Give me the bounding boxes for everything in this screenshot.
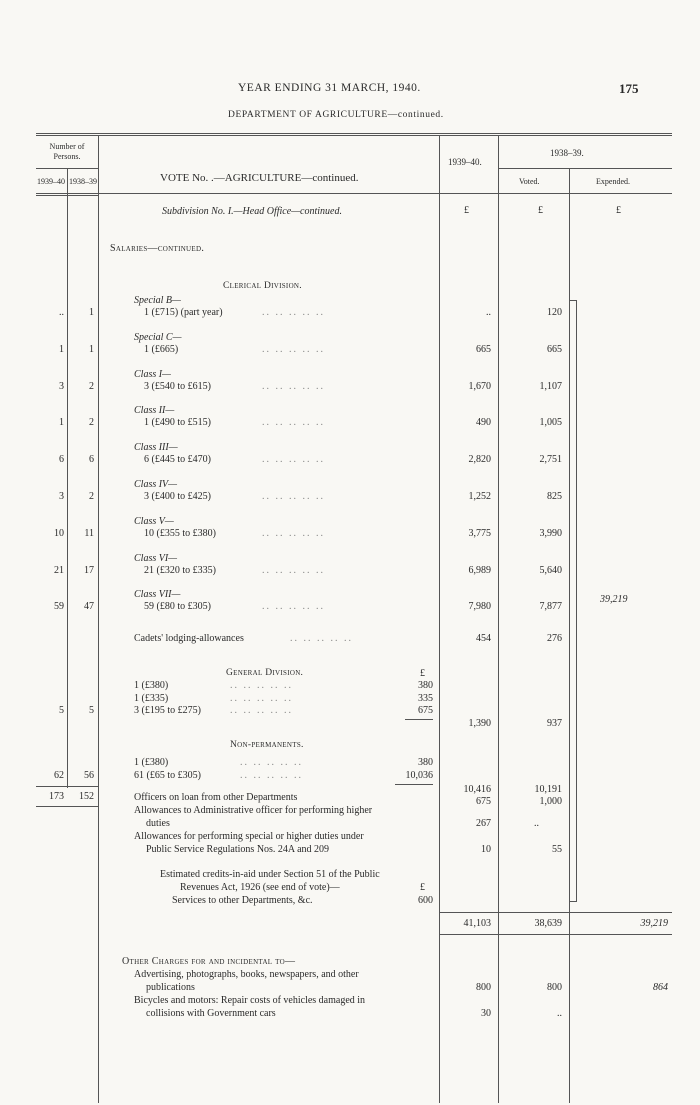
non-perm-row-leader: .. .. .. .. .. [240, 769, 303, 781]
clerical-class-desc: 3 (£400 to £425) [144, 491, 211, 502]
table-head-rule [36, 193, 672, 194]
clerical-class-desc: 3 (£540 to £615) [144, 381, 211, 392]
officers-loan-voted: 1,000 [539, 796, 562, 807]
bicycles-voted: .. [557, 1008, 562, 1019]
general-row-leader: .. .. .. .. .. [230, 680, 293, 691]
clerical-persons-1939-40: 3 [59, 381, 64, 392]
clerical-voted: 1,107 [539, 381, 562, 392]
clerical-persons-1938-39: 11 [84, 528, 94, 539]
clerical-leader: .. .. .. .. .. [262, 491, 325, 502]
credits-line3: Services to other Departments, &c. [172, 895, 313, 906]
credits-pound-sign: £ [420, 882, 425, 893]
estimate-right-rule [498, 135, 499, 1103]
non-perm-persons-1939-40: 62 [54, 770, 64, 781]
general-row-leader: .. .. .. .. .. [230, 692, 293, 704]
advertising-expended: 864 [653, 982, 668, 993]
clerical-leader: .. .. .. .. .. [262, 528, 325, 539]
general-row-desc: 1 (£380) [134, 680, 169, 691]
cadets-leader: .. .. .. .. .. [290, 633, 353, 644]
allow-admin-line1: Allowances to Administrative officer for performing higher [134, 805, 373, 816]
persons-divider [67, 168, 68, 788]
clerical-class-desc: 1 (£490 to £515) [144, 417, 211, 428]
clerical-persons-1939-40: 10 [54, 528, 64, 539]
persons-right-rule [98, 135, 99, 1103]
grand-total-top-rule [439, 912, 672, 913]
clerical-voted: 5,640 [539, 565, 562, 576]
clerical-voted: 825 [547, 491, 562, 502]
non-perm-row-desc: 1 (£380) [134, 757, 169, 768]
general-sum-rule [405, 719, 433, 720]
subdivision-heading: Subdivision No. I.—Head Office—continued. [162, 206, 342, 217]
officers-loan-estimate: 675 [476, 796, 491, 807]
advertising-estimate: 800 [476, 982, 491, 993]
clerical-persons-1938-39: 1 [89, 344, 94, 355]
clerical-voted: 1,005 [539, 417, 562, 428]
clerical-estimate: 490 [476, 417, 491, 428]
clerical-voted: 2,751 [539, 454, 562, 465]
non-permanents-heading: Non-permanents. [230, 740, 304, 750]
credits-line1: Estimated credits-in-aid under Section 51 of the Public [160, 869, 380, 880]
general-division-heading: General Division. [226, 668, 304, 678]
general-row-amount: 335 [418, 692, 433, 704]
clerical-class-desc: 1 (£715) (part year) [144, 307, 223, 318]
clerical-estimate: 7,980 [468, 601, 491, 612]
clerical-class-desc: 59 (£80 to £305) [144, 601, 211, 612]
non-perm-row-desc: 61 (£65 to £305) [134, 769, 201, 781]
cadets-estimate: 454 [476, 633, 491, 644]
clerical-leader: .. .. .. .. .. [262, 344, 325, 355]
general-pound-sign: £ [420, 668, 425, 679]
general-persons-1939-40: 5 [59, 705, 64, 716]
clerical-voted: 120 [547, 307, 562, 318]
expended-salaries-total: 39,219 [600, 594, 628, 605]
col-voted: Voted. [519, 177, 540, 186]
allow-special-estimate: 10 [481, 844, 491, 855]
page-number: 175 [619, 81, 639, 96]
cadets-label: Cadets' lodging-allowances [134, 633, 244, 644]
non-perm-sum-rule [395, 784, 433, 785]
general-row-desc: 1 (£335) [134, 692, 169, 704]
clerical-persons-1939-40: 21 [54, 565, 64, 576]
clerical-class-desc: 1 (£665) [144, 344, 179, 355]
clerical-class-desc: 10 (£355 to £380) [144, 528, 216, 539]
clerical-class-label: Special C— [134, 332, 182, 343]
clerical-estimate: .. [486, 307, 491, 318]
general-row-desc: 3 (£195 to £275) [134, 705, 201, 716]
clerical-persons-1939-40: .. [59, 307, 64, 318]
total-persons-1939-40: 173 [49, 791, 64, 802]
clerical-estimate: 1,670 [468, 381, 491, 392]
clerical-voted: 7,877 [539, 601, 562, 612]
col-persons-1939-40: 1939–40 [37, 177, 65, 186]
clerical-persons-1939-40: 6 [59, 454, 64, 465]
clerical-leader: .. .. .. .. .. [262, 381, 325, 392]
clerical-class-label: Class I— [134, 369, 171, 380]
clerical-persons-1939-40: 1 [59, 417, 64, 428]
estimate-left-rule [439, 135, 440, 1103]
col-1938-39: 1938–39. [550, 148, 584, 158]
non-perm-row-amount: 380 [418, 757, 433, 768]
non-perm-total-estimate: 10,416 [463, 784, 491, 795]
clerical-estimate: 1,252 [468, 491, 491, 502]
cadets-voted: 276 [547, 633, 562, 644]
advertising-line1: Advertising, photographs, books, newspapers, and other [134, 969, 359, 980]
page-header-title: YEAR ENDING 31 MARCH, 1940. [238, 82, 421, 94]
advertising-line2: publications [146, 982, 195, 993]
allow-admin-estimate: 267 [476, 818, 491, 829]
advertising-voted: 800 [547, 982, 562, 993]
credits-line2: Revenues Act, 1926 (see end of vote)— [180, 882, 340, 893]
general-total-estimate: 1,390 [468, 718, 491, 729]
clerical-persons-1938-39: 1 [89, 307, 94, 318]
non-perm-row-amount: 10,036 [405, 769, 433, 781]
non-perm-total-voted: 10,191 [534, 784, 562, 795]
clerical-estimate: 6,989 [468, 565, 491, 576]
clerical-leader: .. .. .. .. .. [262, 454, 325, 465]
clerical-voted: 3,990 [539, 528, 562, 539]
clerical-persons-1939-40: 59 [54, 601, 64, 612]
grand-total-voted: 38,639 [534, 918, 562, 929]
pound-sign-voted: £ [538, 205, 543, 216]
clerical-division-heading: Clerical Division. [223, 281, 302, 291]
clerical-estimate: 3,775 [468, 528, 491, 539]
general-persons-1938-39: 5 [89, 705, 94, 716]
clerical-leader: .. .. .. .. .. [262, 307, 325, 318]
general-row-amount: 380 [418, 680, 433, 691]
clerical-class-label: Class VI— [134, 553, 178, 564]
clerical-class-label: Class V— [134, 516, 174, 527]
clerical-estimate: 665 [476, 344, 491, 355]
general-total-voted: 937 [547, 718, 562, 729]
clerical-persons-1938-39: 47 [84, 601, 94, 612]
allow-admin-voted: .. [534, 818, 539, 829]
clerical-persons-1938-39: 2 [89, 381, 94, 392]
pound-sign-expended: £ [616, 205, 621, 216]
non-perm-row-leader: .. .. .. .. .. [240, 757, 303, 768]
table-top-rule-2 [36, 135, 672, 136]
officers-loan-label: Officers on loan from other Departments [134, 792, 298, 803]
pound-sign-estimate: £ [464, 205, 469, 216]
allow-special-line1: Allowances for performing special or higher duties under [134, 831, 364, 842]
table-top-rule [36, 133, 672, 134]
clerical-class-desc: 21 (£320 to £335) [144, 565, 216, 576]
allow-admin-line2: duties [146, 818, 170, 829]
clerical-estimate: 2,820 [468, 454, 491, 465]
total-persons-1938-39: 152 [79, 791, 94, 802]
clerical-persons-1938-39: 6 [89, 454, 94, 465]
clerical-leader: .. .. .. .. .. [262, 601, 325, 612]
department-heading: DEPARTMENT OF AGRICULTURE—continued. [228, 110, 444, 120]
bicycles-line1: Bicycles and motors: Repair costs of vehicles damaged in [134, 995, 366, 1006]
voted-subhead-rule [498, 168, 672, 169]
clerical-persons-1938-39: 2 [89, 491, 94, 502]
clerical-class-label: Special B— [134, 295, 181, 306]
col-expended: Expended. [596, 177, 630, 186]
other-charges-heading: Other Charges for and incidental to— [122, 956, 296, 967]
general-row-leader: .. .. .. .. .. [230, 705, 293, 716]
clerical-persons-1939-40: 1 [59, 344, 64, 355]
grand-total-estimate: 41,103 [463, 918, 491, 929]
clerical-persons-1938-39: 17 [84, 565, 94, 576]
clerical-class-label: Class III— [134, 442, 178, 453]
clerical-leader: .. .. .. .. .. [262, 565, 325, 576]
credits-amount: 600 [418, 895, 433, 906]
clerical-persons-1938-39: 2 [89, 417, 94, 428]
bicycles-estimate: 30 [481, 1008, 491, 1019]
allow-special-voted: 55 [552, 844, 562, 855]
bicycles-line2: collisions with Government cars [146, 1008, 276, 1019]
col-estimate-1939-40: 1939–40. [448, 157, 482, 167]
persons-total-bottom-rule [36, 806, 98, 807]
non-perm-persons-1938-39: 56 [84, 770, 94, 781]
allow-special-line2: Public Service Regulations Nos. 24A and 209 [146, 844, 330, 855]
col-number-of-persons: Number of Persons. [49, 142, 85, 161]
clerical-persons-1939-40: 3 [59, 491, 64, 502]
clerical-voted: 665 [547, 344, 562, 355]
grand-total-bottom-rule [439, 934, 672, 935]
clerical-class-label: Class II— [134, 405, 175, 416]
expended-brace [570, 300, 577, 902]
grand-total-expended: 39,219 [640, 918, 668, 929]
clerical-leader: .. .. .. .. .. [262, 417, 325, 428]
clerical-class-desc: 6 (£445 to £470) [144, 454, 211, 465]
clerical-class-label: Class IV— [134, 479, 178, 490]
clerical-class-label: Class VII— [134, 589, 181, 600]
general-row-amount: 675 [418, 705, 433, 716]
col-persons-1938-39: 1938–39 [69, 177, 97, 186]
vote-heading: VOTE No. .—AGRICULTURE—continued. [160, 172, 359, 184]
persons-total-rule [36, 786, 98, 787]
salaries-heading: Salaries—continued. [110, 243, 205, 254]
